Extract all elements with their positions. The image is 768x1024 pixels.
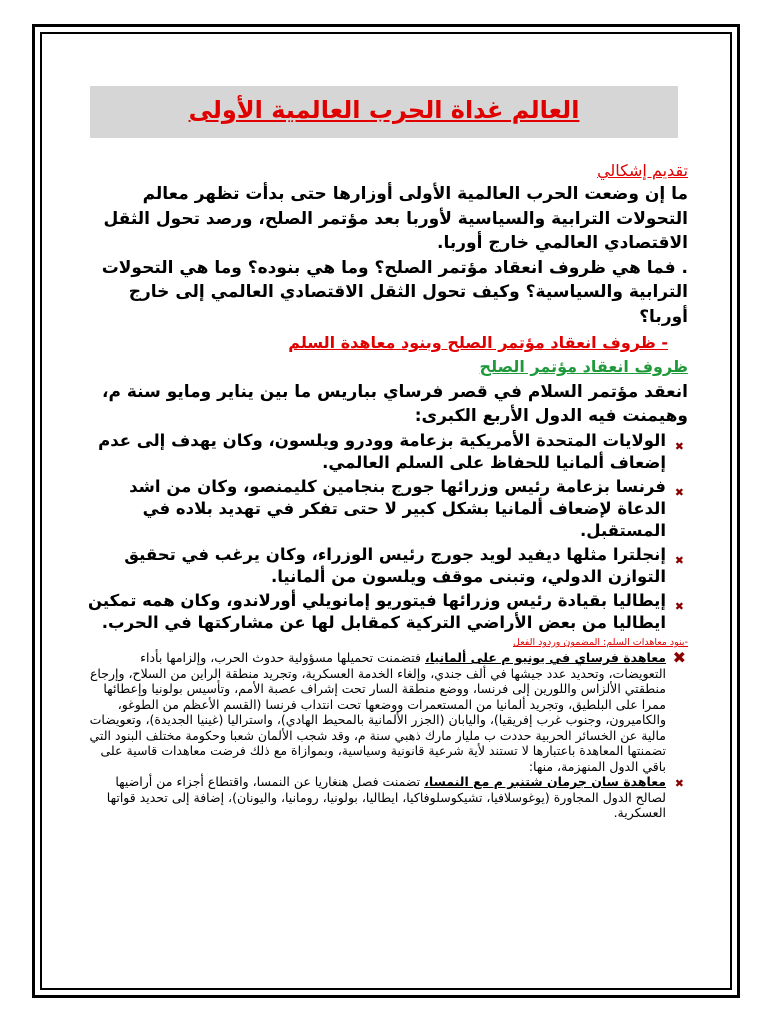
treaty-versailles (84, 650, 688, 774)
cross-bullet-icon: ✖ (674, 600, 684, 613)
list-item: ✖ فرنسا بزعامة رئيس وزرائها جورج بنجامين كليمنصو، وكان من اشد الدعاة لإضعاف ألمانيا بشكل كبير لا حتى تفكر في تهديد بلاده في المستقبل. (129, 477, 684, 540)
treaty-text: تضمنت فصل هنغاريا عن النمسا، واقتطاع أجزاء من أراضيها لصالح الدول المجاورة (يوغوسلافيا، تشيكوسلوفاكيا، ايطاليا، بولونيا، رومانيا، واليونان)، إضافة إلى تحديد قواتها العسكرية. (106, 774, 666, 820)
intro-paragraph: ما إن وضعت الحرب العالمية الأولى أوزارها حتى بدأت تظهر معالم التحولات الترابية والسياسية لأوربا بعد مؤتمر الصلح، ورصد تحول الثقل الاقتصادي العالمي خارج أوربا. (103, 184, 688, 253)
conference-paragraph: انعقد مؤتمر السلام في قصر فرساي بباريس ما بين يناير ومايو سنة م، وهيمنت فيه الدول الأربع الكبرى: (102, 382, 688, 426)
treaties-heading: -بنود معاهدات السلم: المضمون وردود الفعل (513, 637, 688, 648)
section-heading: - ظروف انعقاد مؤتمر الصلح وبنود معاهدة السلم (288, 333, 668, 352)
subsection-heading: ظروف انعقاد مؤتمر الصلح (479, 357, 688, 376)
cross-bullet-icon: ✖ (674, 554, 684, 567)
list-item: ✖ إنجلترا مثلها ديفيد لويد جورج رئيس الوزراء، وكان يرغب في تحقيق التوازن الدولي، وتبنى موقف ويلسون من ألمانيا. (124, 545, 684, 586)
treaty-name: معاهدة سان جرمان شتنبر م مع النمسا، (424, 774, 666, 789)
treaty-name: معاهدة فرساي في يونيو م على ألمانيا، (424, 650, 666, 665)
treaty-text: فتضمنت تحميلها مسؤولية حدوث الحرب، وإلزامها بأداء التعويضات، وتحديد عدد جيشها في ألف جندي، وإلغاء الخدمة العسكرية، وتجريد منطقة الراين من السلاح، وإرجاع منطقتي الألزاس واللورين إلى فرنسا، ووضع منطقة السار تحت إشراف عصبة الأمم، وتأسيس بولونيا وإعطائها ممرا على البلطيق، وتجريد ألمانيا من المستعمرات ووضعها تحت انتداب فرنسا (القسم الأعظم من الطوغو، والكاميرون، وجنوب غرب إفريقيا)، واليابان (الجزر الألمانية بالمحيط الهادي)، واستراليا (غينيا الجديدة)، وتعويضات مالية عن الخسائر الحربية حددت ب مليار مارك ذهبي سنة م، وقد شجب الألمان شعبا وحكومة مختلف البنود التي تضمنتها المعاهدة باعتبارها لا تستند لأية شرعية قانونية وسياسية، وبموازاة مع ذلك فرضت معاهدات قاسية على باقي الدول المنهزمة، منها: (89, 650, 666, 774)
page-title: العالم غداة الحرب العالمية الأولى (188, 96, 580, 124)
cross-bullet-icon: ✖ (674, 440, 684, 453)
cross-bullet-icon: ✖ (672, 648, 686, 667)
cross-bullet-icon: ✖ (674, 777, 684, 790)
treaty-saint-germain (84, 774, 688, 821)
powers-list (84, 430, 688, 634)
cross-bullet-icon: ✖ (674, 486, 684, 499)
questions-paragraph: . فما هي ظروف انعقاد مؤتمر الصلح؟ وما هي بنوده؟ وما هي التحولات الترابية والسياسية؟ وكيف تحول الثقل الاقتصادي العالمي إلى خارج أوربا؟ (101, 257, 688, 327)
problem-heading: تقديم إشكالي (597, 161, 688, 180)
document-body (84, 160, 688, 821)
list-item: ✖ الولايات المتحدة الأمريكية بزعامة وودرو ويلسون، وكان يهدف إلى عدم إضعاف ألمانيا للحفاظ على السلم العالمي. (98, 431, 684, 472)
list-item: ✖ إيطاليا بقيادة رئيس وزرائها فيتوريو إمانويلي أورلاندو، وكان همه تمكين ايطاليا من بعض الأراضي التركية كمقابل لها عن مشاركتها في الحرب. (87, 591, 684, 632)
